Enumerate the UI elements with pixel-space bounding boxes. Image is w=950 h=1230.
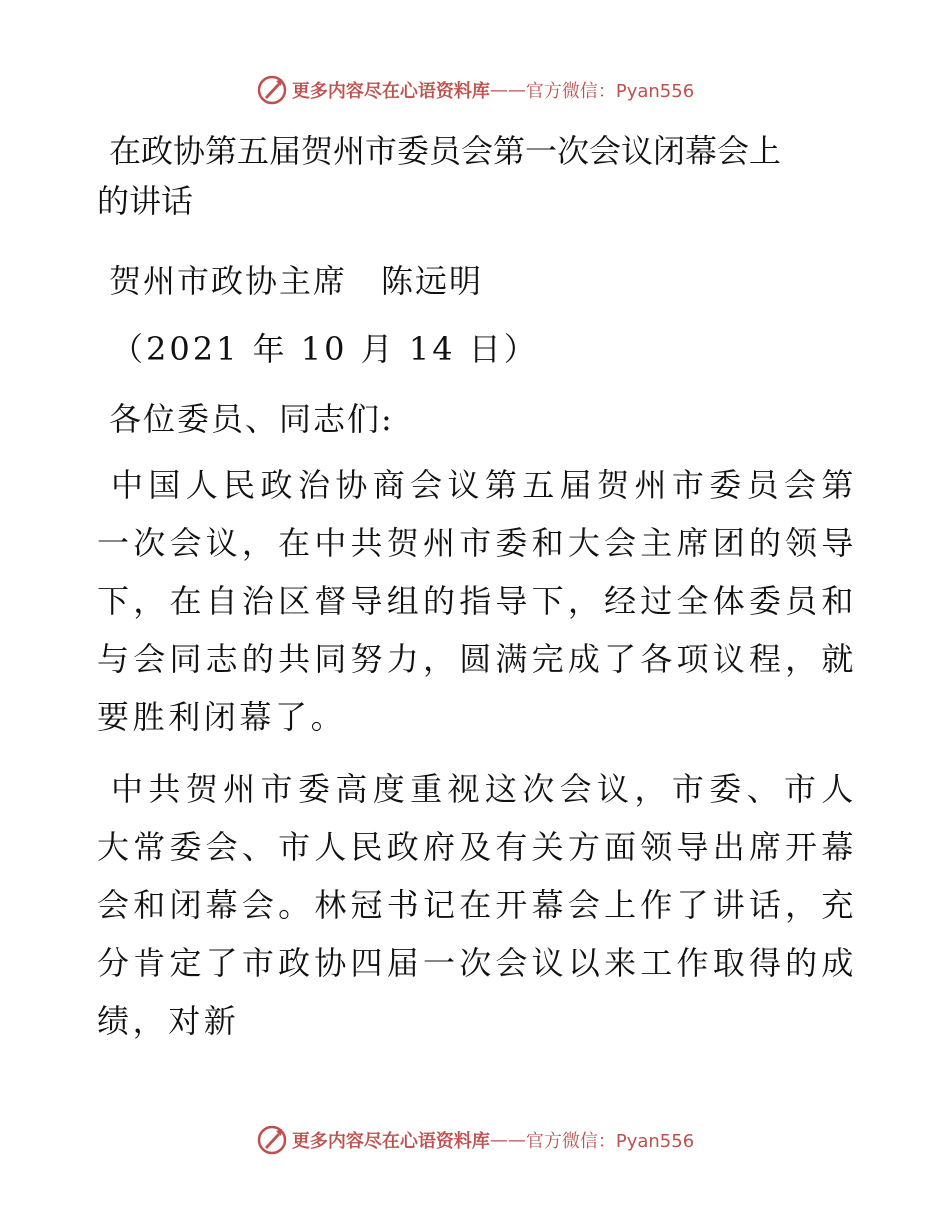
banner-dash: —— xyxy=(489,79,526,101)
quill-logo-icon xyxy=(256,1124,288,1156)
footer-banner xyxy=(0,1120,950,1160)
title-line-1: 在政协第五届贺州市委员会第一次会议闭幕会上 xyxy=(109,132,782,170)
document-title xyxy=(97,126,857,226)
banner-dash: —— xyxy=(489,1129,526,1151)
title-line-2: 的讲话 xyxy=(97,182,194,220)
paragraph: 中国人民政治协商会议第五届贺州市委员会第一次会议，在中共贺州市委和大会主席团的领导下，在自治区督导组的指导下，经过全体委员和与会同志的共同努力，圆满完成了各项议程，就要胜利闭幕了。 xyxy=(97,466,857,736)
salutation: 各位委员、同志们: xyxy=(109,400,394,438)
banner-main-text: 更多内容尽在心语资料库 xyxy=(291,81,490,102)
banner-wechat-text: 官方微信：Pyan556 xyxy=(525,1131,695,1152)
document-body xyxy=(97,126,857,1050)
paragraph: 中共贺州市委高度重视这次会议，市委、市人大常委会、市人民政府及有关方面领导出席开幕会和闭幕会。林冠书记在开幕会上作了讲话，充分肯定了市政协四届一次会议以来工作取得的成绩，对新 xyxy=(97,770,857,1040)
date-line: （2021 年 10 月 14 日） xyxy=(111,330,539,368)
banner-main-text: 更多内容尽在心语资料库 xyxy=(291,1131,490,1152)
banner-wechat-text: 官方微信：Pyan556 xyxy=(525,81,695,102)
author-line: 贺州市政协主席 陈远明 xyxy=(109,262,484,300)
header-banner xyxy=(0,70,950,110)
quill-logo-icon xyxy=(256,74,288,106)
